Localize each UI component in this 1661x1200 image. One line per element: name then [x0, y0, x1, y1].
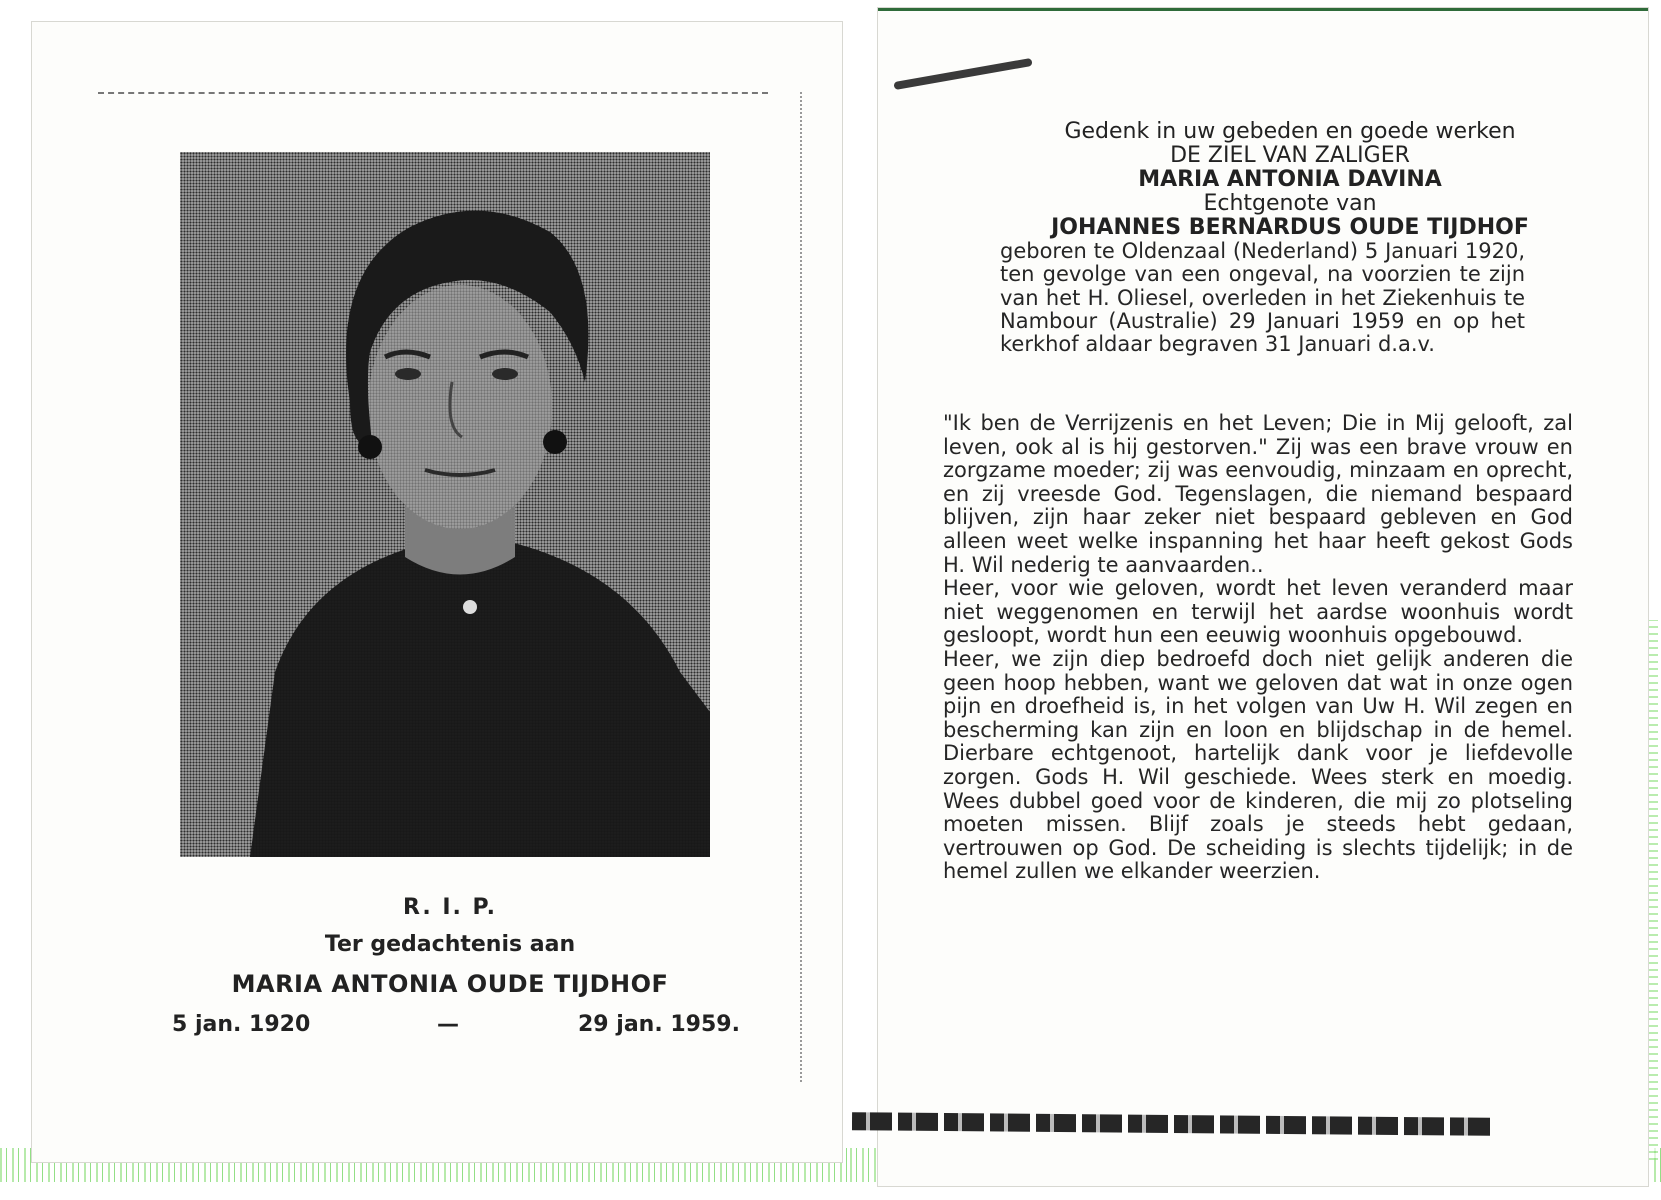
deceased-name: MARIA ANTONIA OUDE TIJDHOF — [231, 970, 669, 998]
memorial-paragraph: Heer, voor wie geloven, wordt het leven veranderd maar niet weggenomen en terwijl het aardse woonhuis wordt gesloopt, wordt hun een eeuwig woonhuis opgebouwd. — [943, 576, 1573, 648]
portrait-figure — [180, 152, 710, 857]
rip-heading: R. I. P. — [402, 895, 497, 920]
memorial-paragraph: Heer, we zijn diep bedroefd doch niet gelijk anderen die geen hoop hebben, want we geloven dat wat in onze ogen pijn en droefheid is, in het volgen van Uw H. Wil zegen en bescherming kan zijn en loon en blijdschap in de hemel. Dierbare echtgenoot, hartelijk dank voor je liefdevolle zorgen. Gods H. Wil geschiede. Wees sterk en moedig. Wees dubbel goed voor de kinderen, die mij zo plotseling moeten missen. Blijf zoals je steeds hebt gedaan, vertrouwen op God. De scheiding is slechts tijdelijk; in de hemel zullen we elkander weerzien. — [943, 646, 1573, 884]
intro-line-prayer: Gedenk in uw gebeden en goede werken — [1064, 119, 1516, 144]
card-border-line-right — [800, 92, 803, 1082]
intro-line-spouse-name: JOHANNES BERNARDUS OUDE TIJDHOF — [1051, 215, 1529, 240]
death-date: 29 jan. 1959. — [578, 1012, 740, 1037]
card-border-line-top — [98, 92, 768, 95]
intro-line-spouse-label: Echtgenote van — [1203, 191, 1377, 216]
intro-line-full-name: MARIA ANTONIA DAVINA — [1138, 167, 1442, 192]
birth-date: 5 jan. 1920 — [172, 1012, 311, 1037]
memorial-paragraph: "Ik ben de Verrijzenis en het Leven; Die in Mij gelooft, zal leven, ook al is hij gestorven." Zij was een brave vrouw en zorgzame moeder; zij was eenvoudig, minzaam en oprecht, en zij vreesde God. Tegenslagen, die niemand bespaard blijven, zijn haar zeker niet bespaard gebleven en God alleen weet welke inspanning het haar heeft gekost Gods H. Wil nederig te aanvaarden.. — [943, 411, 1573, 577]
memorial-text — [943, 412, 1573, 884]
memorial-subtitle: Ter gedachtenis aan — [324, 932, 576, 957]
memorial-intro — [970, 120, 1610, 240]
biography-text: geboren te Oldenzaal (Nederland) 5 Januari 1920, ten gevolge van een ongeval, na voorzien te zijn van het H. Oliesel, overleden in het Ziekenhuis te Nambour (Australie) 29 Januari 1959 en op het kerkhof aldaar begraven 31 Januari d.a.v. — [1000, 239, 1525, 357]
portrait-photo — [180, 152, 710, 857]
intro-line-ziel: DE ZIEL VAN ZALIGER — [1170, 143, 1410, 168]
date-separator: — — [437, 1012, 459, 1037]
